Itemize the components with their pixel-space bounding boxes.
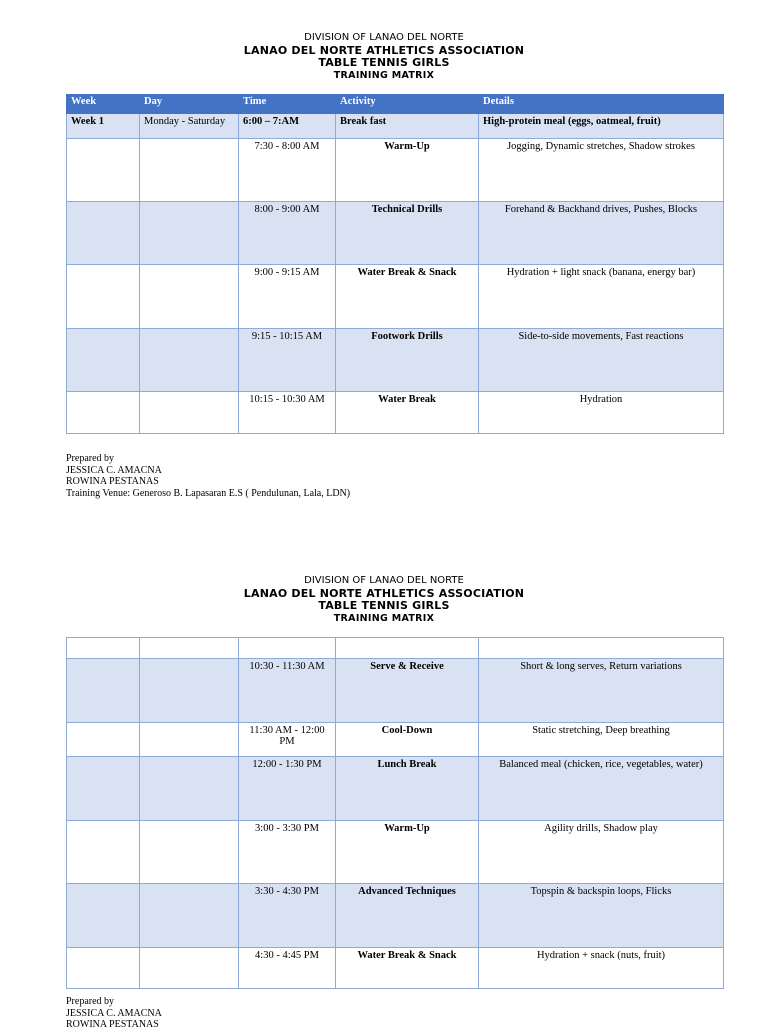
- activity-cell: Serve & Receive: [336, 659, 479, 723]
- column-header-details: Details: [479, 95, 724, 114]
- week-cell: [67, 659, 140, 723]
- day-cell: Monday - Saturday: [140, 114, 239, 139]
- day-cell: [140, 329, 239, 392]
- time-cell: 12:00 - 1:30 PM: [239, 757, 336, 821]
- association-title: LANAO DEL NORTE ATHLETICS ASSOCIATION: [243, 43, 525, 57]
- column-header-time: Time: [239, 95, 336, 114]
- training-matrix-table-1: [66, 94, 724, 434]
- week-cell: [67, 821, 140, 884]
- table-row: [67, 139, 724, 202]
- prepared-by-label: Prepared by: [66, 996, 115, 1007]
- time-cell: 3:00 - 3:30 PM: [239, 821, 336, 884]
- activity-cell: Water Break: [336, 392, 479, 434]
- activity-cell: Water Break & Snack: [336, 948, 479, 989]
- day-cell: [140, 757, 239, 821]
- table-row: [67, 884, 724, 948]
- preparer-name-2: ROWINA PESTANAS: [66, 1019, 159, 1030]
- activity-cell: Water Break & Snack: [336, 265, 479, 329]
- day-cell: [140, 821, 239, 884]
- day-cell: [140, 723, 239, 757]
- day-cell: [140, 659, 239, 723]
- week-cell: [67, 757, 140, 821]
- table-row: [67, 392, 724, 434]
- week-cell: Week 1: [67, 114, 140, 139]
- activity-cell: Warm-Up: [336, 821, 479, 884]
- week-cell: [67, 265, 140, 329]
- details-cell: Hydration: [479, 392, 724, 434]
- details-cell: Side-to-side movements, Fast reactions: [479, 329, 724, 392]
- table-row: [67, 659, 724, 723]
- details-cell: Jogging, Dynamic stretches, Shadow strokes: [479, 139, 724, 202]
- column-header-day: Day: [140, 95, 239, 114]
- table-row: [67, 638, 724, 659]
- day-cell: [140, 948, 239, 989]
- day-cell: [140, 884, 239, 948]
- association-title: LANAO DEL NORTE ATHLETICS ASSOCIATION: [243, 586, 525, 600]
- activity-cell: [336, 638, 479, 659]
- table-row: [67, 265, 724, 329]
- time-cell: 10:30 - 11:30 AM: [239, 659, 336, 723]
- week-cell: [67, 329, 140, 392]
- week-cell: [67, 948, 140, 989]
- activity-cell: Cool-Down: [336, 723, 479, 757]
- time-cell: 7:30 - 8:00 AM: [239, 139, 336, 202]
- team-title: TABLE TENNIS GIRLS: [318, 56, 450, 69]
- column-header-activity: Activity: [336, 95, 479, 114]
- details-cell: High-protein meal (eggs, oatmeal, fruit): [479, 114, 724, 139]
- table-row: [67, 329, 724, 392]
- activity-cell: Lunch Break: [336, 757, 479, 821]
- activity-cell: Warm-Up: [336, 139, 479, 202]
- details-cell: Forehand & Backhand drives, Pushes, Blocks: [479, 202, 724, 265]
- training-matrix-table-2: [66, 637, 724, 989]
- time-cell: 8:00 - 9:00 AM: [239, 202, 336, 265]
- details-cell: [479, 638, 724, 659]
- document-title: TRAINING MATRIX: [333, 69, 435, 81]
- table-row: [67, 948, 724, 989]
- activity-cell: Technical Drills: [336, 202, 479, 265]
- table-row: [67, 821, 724, 884]
- team-title: TABLE TENNIS GIRLS: [318, 599, 450, 612]
- table-row: [67, 723, 724, 757]
- details-cell: Hydration + light snack (banana, energy bar): [479, 265, 724, 329]
- page1-header: [0, 32, 768, 82]
- details-cell: Static stretching, Deep breathing: [479, 723, 724, 757]
- time-cell: 9:00 - 9:15 AM: [239, 265, 336, 329]
- page2-footer: [66, 996, 162, 1031]
- time-cell: 10:15 - 10:30 AM: [239, 392, 336, 434]
- time-cell: 4:30 - 4:45 PM: [239, 948, 336, 989]
- page1-footer: [66, 453, 350, 499]
- table-row: [67, 202, 724, 265]
- day-cell: [140, 265, 239, 329]
- column-header-week: Week: [67, 95, 140, 114]
- preparer-name-2: ROWINA PESTANAS: [66, 476, 159, 487]
- activity-cell: Advanced Techniques: [336, 884, 479, 948]
- week-cell: [67, 392, 140, 434]
- activity-cell: Break fast: [336, 114, 479, 139]
- week-cell: [67, 202, 140, 265]
- prepared-by-label: Prepared by: [66, 453, 115, 464]
- activity-cell: Footwork Drills: [336, 329, 479, 392]
- preparer-name-1: JESSICA C. AMACNA: [66, 464, 162, 476]
- table-row: [67, 757, 724, 821]
- page2-header: [0, 575, 768, 625]
- training-venue: Training Venue: Generoso B. Lapasaran E.S ( Pendulunan, Lala, LDN): [66, 487, 351, 499]
- day-cell: [140, 638, 239, 659]
- week-cell: [67, 723, 140, 757]
- division-title: DIVISION OF LANAO DEL NORTE: [304, 575, 464, 586]
- details-cell: Short & long serves, Return variations: [479, 659, 724, 723]
- week-cell: [67, 139, 140, 202]
- details-cell: Balanced meal (chicken, rice, vegetables, water): [479, 757, 724, 821]
- details-cell: Topspin & backspin loops, Flicks: [479, 884, 724, 948]
- division-title: DIVISION OF LANAO DEL NORTE: [304, 32, 464, 43]
- details-cell: Agility drills, Shadow play: [479, 821, 724, 884]
- time-cell: 6:00 – 7:AM: [239, 114, 336, 139]
- time-cell: [239, 638, 336, 659]
- week-cell: [67, 638, 140, 659]
- preparer-name-1: JESSICA C. AMACNA: [66, 1007, 162, 1019]
- time-cell: 9:15 - 10:15 AM: [239, 329, 336, 392]
- week-cell: [67, 884, 140, 948]
- table-header-row: [67, 95, 724, 114]
- day-cell: [140, 202, 239, 265]
- table-row: [67, 114, 724, 139]
- time-cell: 11:30 AM - 12:00 PM: [239, 723, 336, 757]
- document-title: TRAINING MATRIX: [333, 612, 435, 624]
- details-cell: Hydration + snack (nuts, fruit): [479, 948, 724, 989]
- day-cell: [140, 392, 239, 434]
- day-cell: [140, 139, 239, 202]
- time-cell: 3:30 - 4:30 PM: [239, 884, 336, 948]
